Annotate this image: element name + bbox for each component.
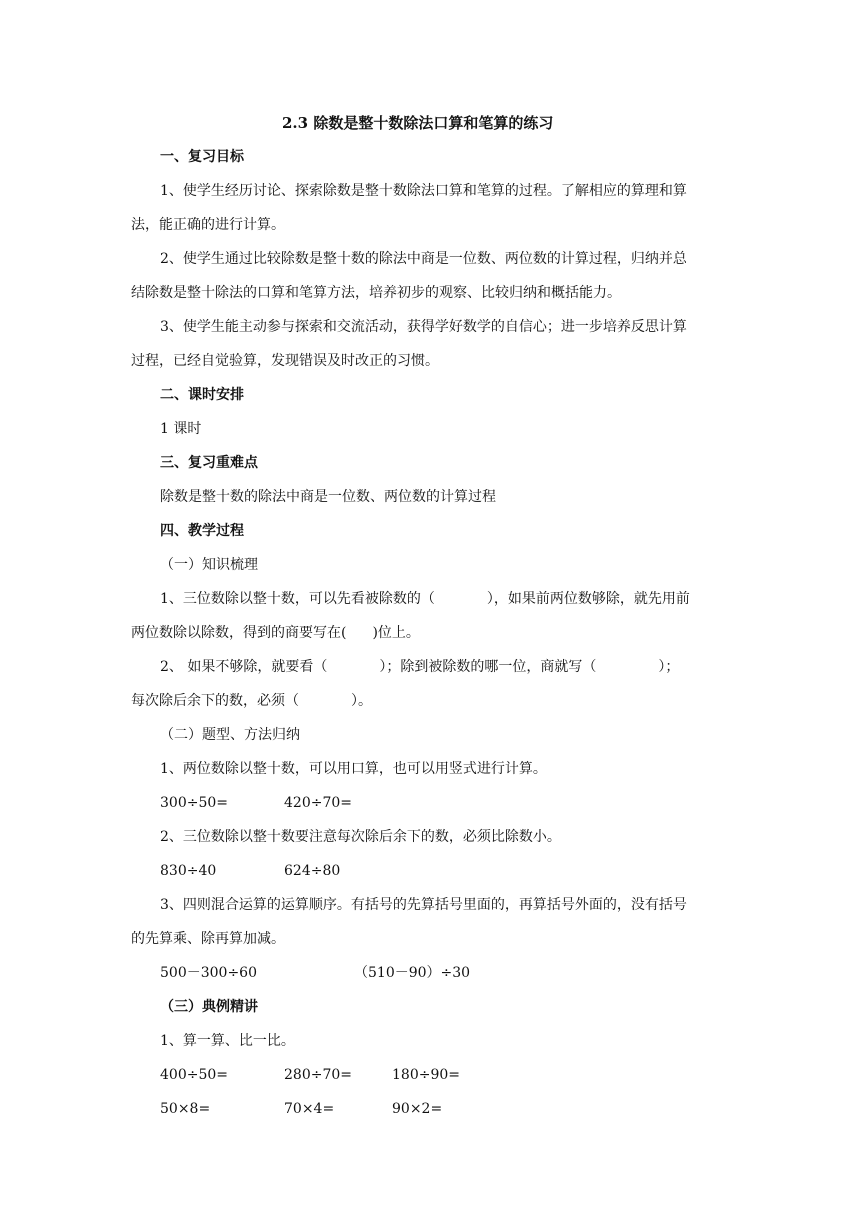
example-row-2-item-1: 50×8= [160,1101,211,1117]
goal-3-line-1: 3、使学生能主动参与探索和交流活动，获得学好数学的自信心；进一步培养反思计算 [160,319,687,335]
method-3-line-1: 3、四则混合运算的运算顺序。有括号的先算括号里面的，再算括号外面的，没有括号 [160,897,687,913]
goal-1-line-1: 1、使学生经历讨论、探索除数是整十数除法口算和笔算的过程。了解相应的算理和算 [160,183,687,199]
knowledge-2-part-5: ）。 [351,693,372,709]
knowledge-2-line-2 [131,692,372,710]
knowledge-2-part-3: ）； [658,659,680,675]
goal-1-line-2: 法，能正确的进行计算。 [131,217,285,233]
goal-2-line-2: 结除数是整十除法的口算和笔算方法，培养初步的观察、比较归纳和概括能力。 [131,285,621,301]
knowledge-1-line-1 [160,590,690,608]
example-row-1-item-1: 400÷50= [160,1067,228,1083]
knowledge-1-part-1: 1、三位数除以整十数，可以先看被除数的（ [160,591,435,607]
method-2-text: 2、三位数除以整十数要注意每次除后余下的数，必须比除数小。 [160,829,561,845]
example-1-text: 1、算一算、比一比。 [160,1033,295,1049]
example-row-2-item-3: 90×2= [392,1101,443,1117]
knowledge-2-part-4: 每次除后余下的数，必须（ [131,693,299,709]
method-3-expr-1: 500－300÷60 [160,965,257,981]
method-1-expr-1: 300÷50= [160,795,228,811]
section-heading-key-points: 三、复习重难点 [160,455,258,471]
subheading-methods: （二）题型、方法归纳 [160,727,300,743]
subheading-knowledge: （一）知识梳理 [160,557,258,573]
knowledge-1-part-4: )位上。 [372,625,420,641]
key-points-text: 除数是整十数的除法中商是一位数、两位数的计算过程 [160,489,496,505]
example-row-1-item-2: 280÷70= [284,1067,352,1083]
method-2-expr-1: 830÷40 [160,863,217,879]
knowledge-2-line-1 [160,658,679,676]
method-1-expr-2: 420÷70= [284,795,352,811]
method-3-line-2: 的先算乘、除再算加减。 [131,931,285,947]
knowledge-1-line-2 [131,624,420,642]
method-1-text: 1、两位数除以整十数，可以用口算，也可以用竖式进行计算。 [160,761,547,777]
section-heading-process: 四、教学过程 [160,523,244,539]
schedule-text: 1 课时 [160,421,202,437]
section-heading-schedule: 二、课时安排 [160,387,244,403]
section-heading-goals: 一、复习目标 [160,149,244,165]
knowledge-2-part-2: ）；除到被除数的哪一位，商就写（ [379,659,597,675]
goal-3-line-2: 过程，已经自觉验算，发现错误及时改正的习惯。 [131,353,439,369]
knowledge-1-part-3: 两位数除以除数，得到的商要写在( [131,625,347,641]
knowledge-1-part-2: ），如果前两位数够除，就先用前 [486,591,690,607]
page-title: 2.3 除数是整十数除法口算和笔算的练习 [282,114,554,132]
goal-2-line-1: 2、使学生通过比较除数是整十数的除法中商是一位数、两位数的计算过程，归纳并总 [160,251,687,267]
subheading-examples: （三）典例精讲 [160,999,258,1015]
example-row-2-item-2: 70×4= [284,1101,335,1117]
example-row-1-item-3: 180÷90= [392,1067,460,1083]
method-2-expr-2: 624÷80 [284,863,341,879]
knowledge-2-part-1: 2、 如果不够除，就要看（ [160,659,328,675]
method-3-expr-2: （510－90）÷30 [354,965,471,981]
